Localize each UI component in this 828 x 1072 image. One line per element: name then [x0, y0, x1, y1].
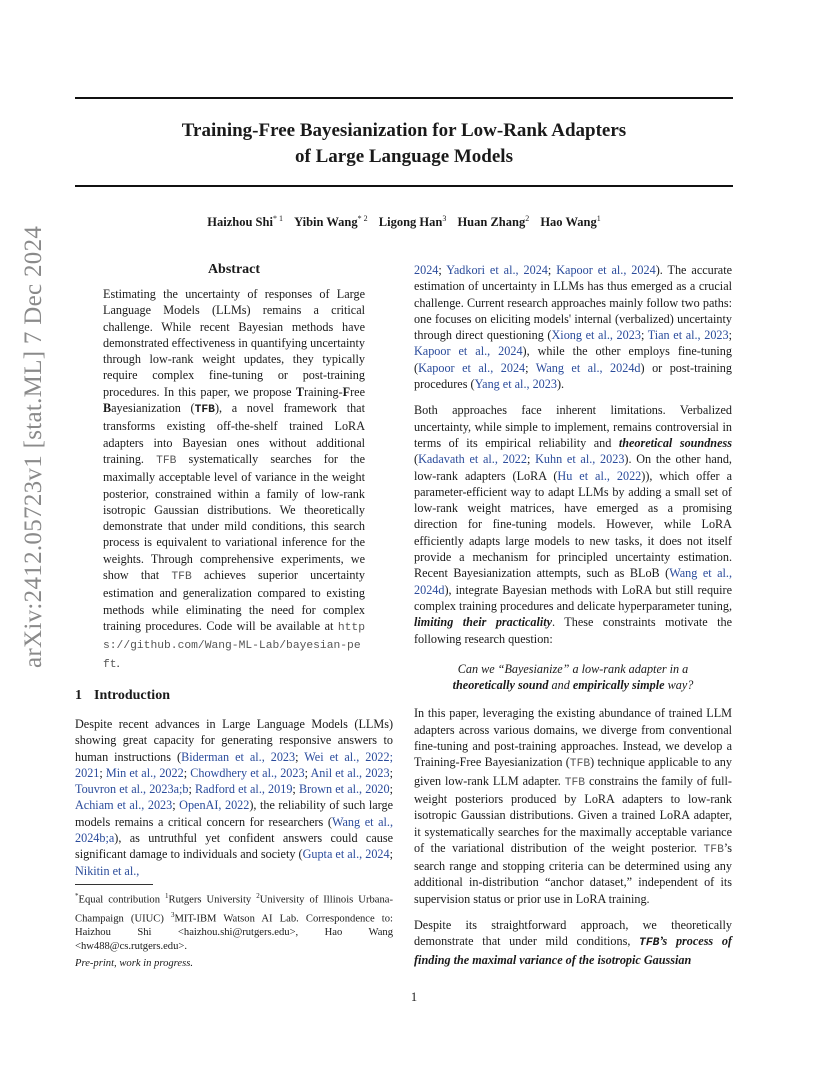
- citation-link[interactable]: Biderman et al., 2023: [181, 749, 296, 764]
- paragraph: Both approaches face inherent limitations. Verbalized uncertainty, while simple to implement, remains controversial in terms of its empirical reliability and theoretical soundness (Kadavath et al., 2022; Kuhn et al., 2023). On the other hand, low-rank adapters (LoRA (Hu et al., 2022)), which offer a parameter-efficient way to adapt LLMs by adding a small set of low-rank weight matrices, have emerged as a promising direction for fine-tuning models. However, while LoRA efficiently adapts large models to new tasks, it does not itself provide a mechanism for principled uncertainty estimation. Recent Bayesianization attempts, such as BLoB (Wang et al., 2024d), integrate Bayesian methods with LoRA but still require complex training procedures and delicate hyperparameter tuning, limiting their practicality. These constraints motivate the following research question:: [414, 403, 733, 646]
- preprint-note: Pre-print, work in progress.: [75, 958, 193, 969]
- citation-link[interactable]: Anil et al., 2023: [310, 765, 390, 780]
- citation-link[interactable]: Gupta et al., 2024: [302, 847, 390, 862]
- title-line-1: Training-Free Bayesianization for Low-Rank Adapters: [181, 120, 627, 141]
- citation-link[interactable]: Wang et al., 2024d: [414, 566, 732, 597]
- author: Hao Wang$^1$: [540, 214, 601, 230]
- abstract-heading: Abstract: [207, 262, 261, 277]
- citation-link[interactable]: Xiong et al., 2023: [551, 328, 641, 343]
- arxiv-stamp: arXiv:2412.05723v1 [stat.ML] 7 Dec 2024: [20, 225, 47, 668]
- citation-link[interactable]: Tian et al., 2023: [647, 328, 729, 343]
- footnote-rule: [75, 884, 153, 885]
- citation-link[interactable]: 2024: [414, 263, 439, 277]
- right-column: [414, 262, 732, 968]
- citation-link[interactable]: Wei et al., 2022; 2021: [75, 749, 393, 780]
- paper-title: [75, 118, 733, 170]
- citation-link[interactable]: Kadavath et al., 2022: [418, 452, 527, 467]
- citation-link[interactable]: Achiam et al., 2023: [75, 798, 173, 813]
- citation-link[interactable]: Chowdhery et al., 2023: [190, 765, 305, 780]
- author: Haizhou Shi$^{* 1}$: [207, 214, 283, 230]
- citation-link[interactable]: Hu et al., 2022: [557, 468, 642, 483]
- footnote: *Equal contribution $^1$Rutgers University $^2$University of Illinois Urbana-Champaign (UIUC) $^3$MIT-IBM Watson AI Lab. Correspondence to: Haizhou Shi <haizhou.shi@rutgers.edu>, Hao Wang <hw488@cs.rutgers.edu>.: [75, 892, 394, 953]
- citation-link[interactable]: Yadkori et al., 2024: [446, 263, 548, 277]
- citation-link[interactable]: Touvron et al., 2023a;b: [75, 782, 189, 797]
- code-url-link[interactable]: https://github.com/Wang-ML-Lab/bayesian-peft: [103, 621, 365, 671]
- intro-heading: 1 Introduction: [75, 688, 170, 703]
- citation-link[interactable]: Yang et al., 2023: [474, 377, 557, 392]
- citation-link[interactable]: Kapoor et al., 2024: [556, 263, 656, 277]
- citation-link[interactable]: Nikitin et al.,: [75, 863, 140, 878]
- title-top-rule: [75, 97, 733, 99]
- citation-link[interactable]: OpenAI, 2022: [179, 798, 250, 813]
- paragraph: In this paper, leveraging the existing abundance of trained LLM adapters across various domains, we diverge from conventional fine-tuning and post-training approaches. Instead, we develop a Training-Free Bayesianization (TFB) technique applicable to any given low-rank LLM adapter. TFB constrains the family of full-weight posteriors produced by LoRA adapters to low-rank isotropic Gaussian distributions. Given a trained LoRA adapter, it systematically searches for the maximally acceptable variance of the variational distribution of the weight posterior. TFB’s search range and stopping criteria can be determined using any additional in-distribution “anchor dataset,” independent of its supervision status or prior use in LoRA training.: [414, 706, 732, 906]
- intro-body: Despite recent advances in Large Language Models (LLMs) showing great capacity for generating responsive answers to human instructions (Biderman et al., 2023; Wei et al., 2022; 2021; Min et al., 2022; Chowdhery et al., 2023; Anil et al., 2023; Touvron et al., 2023a;b; Radford et al., 2019; Brown et al., 2020; Achiam et al., 2023; OpenAI, 2022), the reliability of such large models remains a critical concern for researchers (Wang et al., 2024b;a), as untruthful yet confident answers could cause significant damage to individuals and society (Gupta et al., 2024; Nikitin et al.,: [75, 717, 394, 878]
- paragraph: 2024; Yadkori et al., 2024; Kapoor et al., 2024). The accurate estimation of uncertainty in LLMs has thus emerged as a crucial challenge. Current research approaches mainly follow two paths: one focuses on eliciting models' internal (verbalized) uncertainty through direct questioning (Xiong et al., 2023; Tian et al., 2023; Kapoor et al., 2024), while the other employs fine-tuning (Kapoor et al., 2024; Wang et al., 2024d) or post-training procedures (Yang et al., 2023).: [414, 263, 733, 392]
- citation-link[interactable]: Radford et al., 2019: [195, 782, 293, 797]
- author-list: [75, 214, 733, 230]
- citation-link[interactable]: Min et al., 2022: [105, 765, 184, 780]
- author: Huan Zhang$^2$: [457, 214, 530, 230]
- paragraph: Despite its straightforward approach, we theoretically demonstrate that under mild conditions, TFB’s process of finding the maximal variance of the isotropic Gaussian: [414, 917, 732, 967]
- page-number: 1: [410, 990, 418, 1004]
- citation-link[interactable]: Kapoor et al., 2024: [418, 360, 526, 375]
- title-bottom-rule: [75, 185, 733, 187]
- citation-link[interactable]: Wang et al., 2024d: [535, 360, 641, 375]
- author: Ligong Han$^3$: [378, 214, 447, 230]
- research-question: Can we “Bayesianize” a low-rank adapter in a theoretically sound and empirically simple way?: [452, 661, 694, 693]
- abstract-body: Estimating the uncertainty of responses of Large Language Models (LLMs) remains a critical challenge. While recent Bayesian methods have demonstrated effectiveness in quantifying uncertainty through low-rank weight updates, they typically require complex fine-tuning or post-training procedures. In this paper, we propose Training-Free Bayesianization (TFB), a novel framework that transforms existing off-the-shelf trained LoRA adapters into Bayesian ones without additional training. TFB systematically searches for the maximally acceptable level of variance in the weight posterior, constrained within a family of low-rank isotropic Gaussian distributions. We theoretically demonstrate that under mild conditions, this search process is equivalent to variational inference for the weights. Through comprehensive experiments, we show that TFB achieves superior uncertainty estimation and generalization compared to existing methods while eliminating the need for complex training procedures. Code will be available at https://github.com/Wang-ML-Lab/bayesian-peft.: [103, 287, 365, 671]
- author: Yibin Wang$^{* 2}$: [294, 214, 368, 230]
- citation-link[interactable]: Kuhn et al., 2023: [535, 452, 625, 467]
- citation-link[interactable]: Brown et al., 2020: [298, 782, 390, 797]
- title-line-2: of Large Language Models: [295, 146, 513, 167]
- citation-link[interactable]: Kapoor et al., 2024: [414, 344, 523, 359]
- citation-link[interactable]: Wang et al., 2024b;a: [75, 814, 394, 846]
